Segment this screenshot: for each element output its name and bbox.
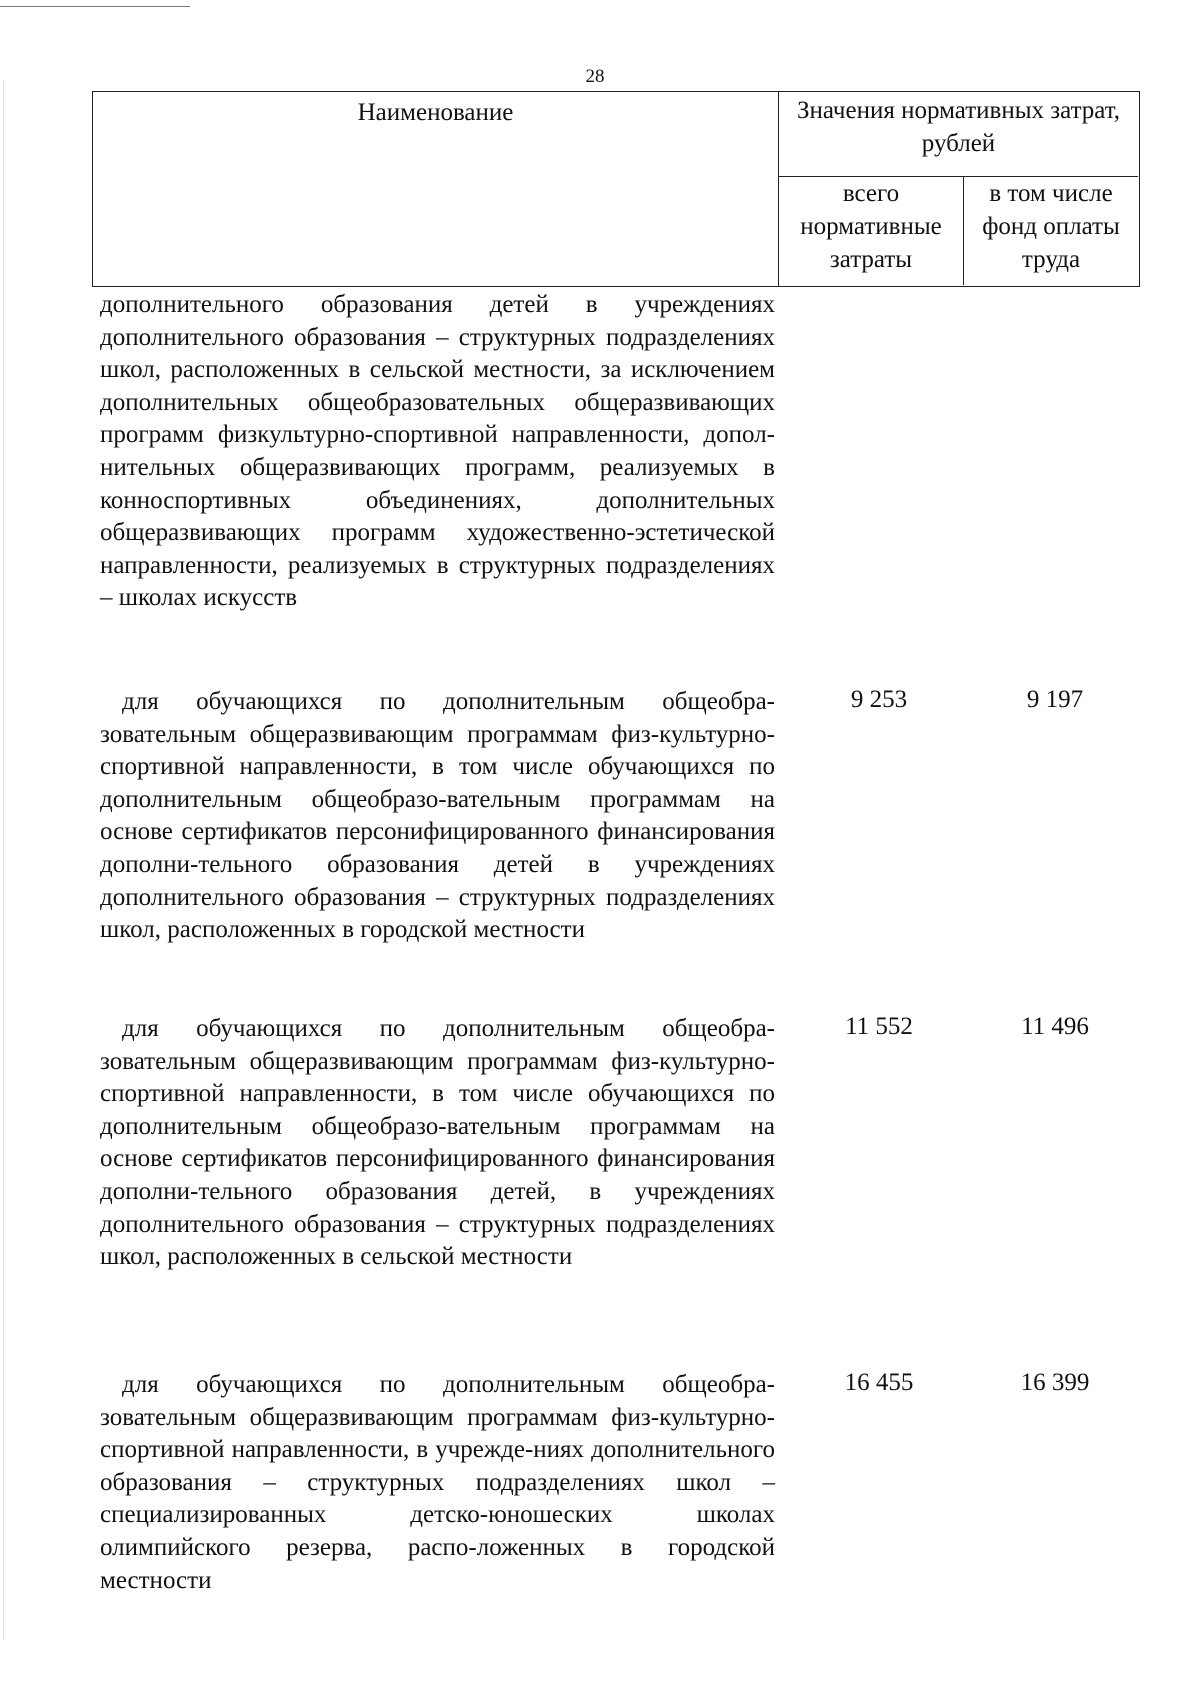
scan-edge-line — [0, 6, 190, 7]
row-text-urban-sport: для обучающихся по дополнительным общеобра-зовательным общеразвивающим программам физ-культурно-спортивной направленности, в том числе обучающихся по дополнительным общеобразо-вательным программам на основе сертификатов персонифицированного финансирования дополни-тельного образования детей в учреждениях дополнительного образования – структурных подразделениях школ, расположенных в городской местности — [100, 688, 775, 944]
page-number: 28 — [585, 66, 605, 87]
header-name-column: Наименование — [93, 92, 779, 286]
value-total-olympic-reserve: 16 455 — [844, 1369, 914, 1396]
header-wage-fund-column: в том числе фонд оплаты труда — [982, 180, 1120, 273]
value-wage-fund-rural-sport: 11 496 — [1021, 1013, 1089, 1040]
row-text-rural-sport: для обучающихся по дополнительным общеобра-зовательным общеразвивающим программам физ-культурно-спортивной направленности, в том числе обучающихся по дополнительным общеобразо-вательным программам на основе сертификатов персонифицированного финансирования дополни-тельного образования детей, в учреждениях дополнительного образования – структурных подразделениях школ, расположенных в сельской местности — [100, 1015, 775, 1271]
table-header — [92, 91, 1140, 287]
header-values-group: Значения нормативных затрат, рублей — [779, 92, 1138, 177]
row-text-continuation: дополнительного образования детей в учреждениях дополнительного образования – структурных подразделениях школ, расположенных в сельской местности, за исключением дополнительных общеобразовательных общеразвивающих программ физкультурно-спортивной направленности, допол-нительных общеразвивающих программ, реализуемых в конноспортивных объединениях, дополнительных общеразвивающих программ художественно-эстетической направленности, реализуемых в структурных подразделениях – школах искусств — [100, 291, 775, 612]
row-text-olympic-reserve: для обучающихся по дополнительным общеобра-зовательным общеразвивающим программам физ-культурно-спортивной направленности, в учрежде-ниях дополнительного образования – структурных подразделениях школ – специализированных детско-юношеских школах олимпийского резерва, распо-ложенных в городской местности — [100, 1371, 775, 1594]
value-wage-fund-olympic-reserve: 16 399 — [1020, 1369, 1090, 1396]
value-total-urban-sport: 9 253 — [850, 686, 908, 713]
value-wage-fund-urban-sport: 9 197 — [1026, 686, 1084, 713]
header-total-column: всего нормативные затраты — [779, 177, 964, 285]
value-total-rural-sport: 11 552 — [845, 1013, 913, 1040]
scan-edge-shadow — [3, 80, 4, 1640]
